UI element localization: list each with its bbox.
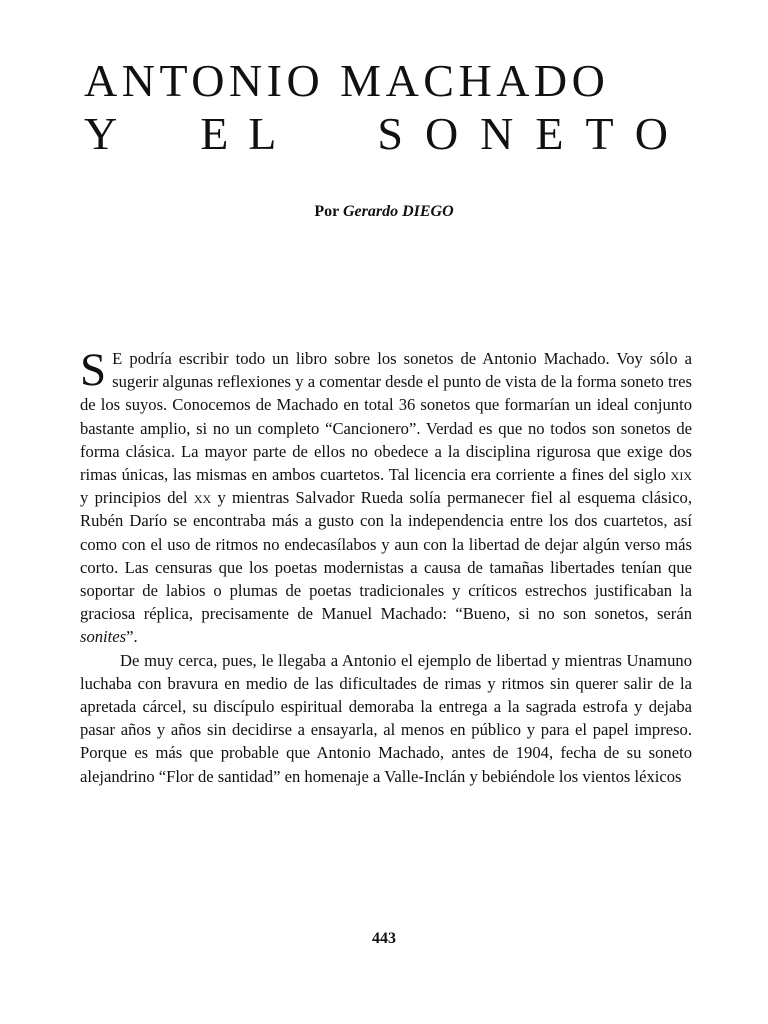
title-text-1: ANTONIO MACHADO — [84, 55, 610, 106]
paragraph-1 — [80, 344, 693, 649]
century-xix: xix — [670, 465, 692, 485]
century-xx: xx — [193, 488, 212, 508]
paragraph-1-text-d: ”. — [126, 627, 138, 647]
title-line-1 — [84, 55, 690, 107]
first-word-rest: E — [112, 349, 123, 368]
page-number: 443 — [372, 930, 396, 947]
drop-cap: S — [80, 344, 107, 396]
title-word-el: EL — [200, 108, 297, 159]
author-name: Gerardo — [342, 203, 399, 220]
paragraph-1-text-c: y mientras Salvador Rueda solía permanecer fiel al esquema clásico, Rubén Darío se encontraba más a gusto con la independencia entre los dos cuartetos, así como con el uso de ritmos no endecasílabos y aun con la libertad de dejar algún verso más corto. Las censuras que los poetas modernistas a causa de tamañas libertades tenían que soportar de labios o plumas de poetas tradicionales y críticos estrechos justificaban la graciosa réplica, precisamente de Manuel Machado: “Bueno, si no son sonetos, serán — [80, 488, 693, 624]
italic-sonites: sonites — [80, 627, 127, 647]
title-word-soneto: SONETO — [377, 108, 690, 159]
title-word-y: Y — [84, 108, 120, 159]
author-surname: DIEGO — [402, 203, 454, 220]
byline-prefix: Por — [314, 203, 339, 220]
title-line-2 — [84, 108, 690, 160]
paragraph-2: De muy cerca, pues, le llegaba a Antonio el ejemplo de libertad y mientras Unamuno luchaba con bravura en medio de las dificultades de rimas y ritmos sin querer salir de la apretada cárcel, su discípulo espiritual demoraba la entrega a la sagrada estrofa y dejaba pasar años y años sin decidirse a ensayarla, al menos en público y para el papel impreso. Porque es más que probable que Antonio Machado, antes de 1904, fecha de su soneto alejandrino “Flor de santidad” en homenaje a Valle-Inclán y bebiéndole los vientos léxicos — [80, 650, 692, 786]
article-body — [80, 344, 693, 788]
paragraph-1-text-b: y principios del — [80, 488, 194, 508]
paragraph-1-text-a: podría escribir todo un libro sobre los sonetos de Antonio Machado. Voy sólo a sugerir algunas reflexiones y a comentar desde el punto de vista de la forma soneto tres de los suyos. Conocemos de Machado en total 36 sonetos que formarían un ideal conjunto bastante amplio, si no un completo “Cancionero”. Verdad es que no todos son sonetos de forma clásica. La mayor parte de ellos no obedece a la disciplina rigurosa que exige dos rimas únicas, las mismas en ambos cuartetos. Tal licencia era corriente a fines del siglo — [80, 349, 692, 485]
byline — [0, 203, 768, 221]
